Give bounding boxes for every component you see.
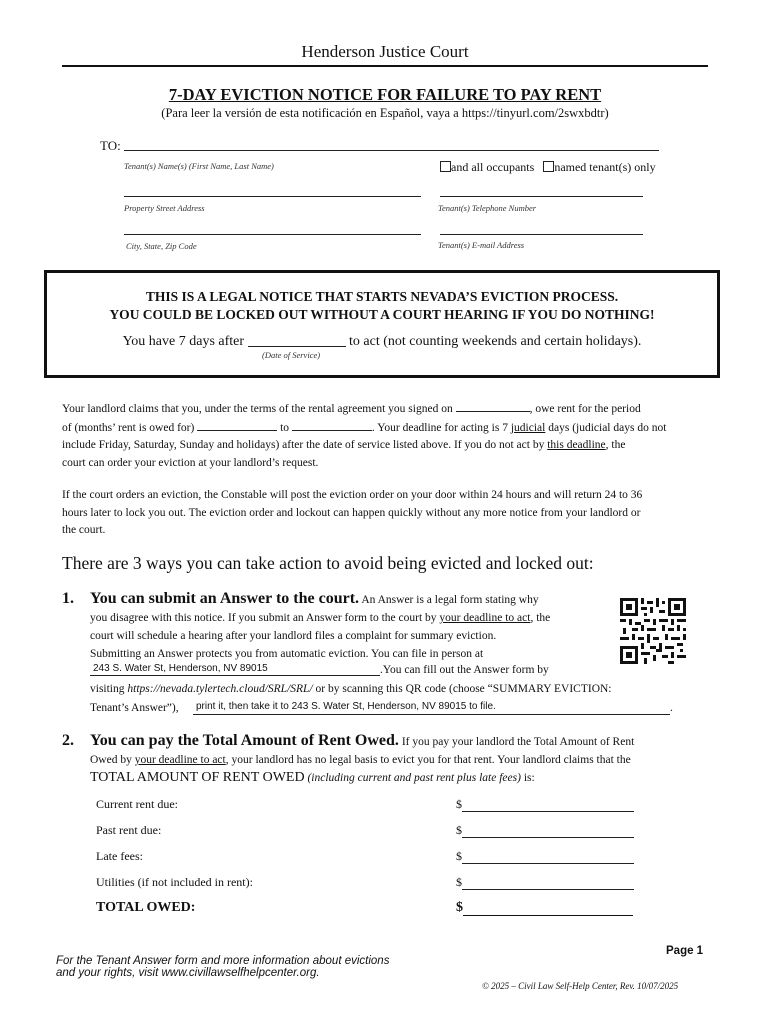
option1-text-2a: you disagree with this notice. If you submit an Answer form to the court by bbox=[90, 612, 437, 624]
para1-text-e: . Your deadline for acting is 7 bbox=[371, 421, 508, 434]
para1-text-h: , the bbox=[605, 439, 626, 451]
dollar-sign: $ bbox=[456, 797, 462, 811]
para1-text-d: to bbox=[280, 421, 290, 434]
option1-text-6b: or by scanning this QR code (choose “SUMMARY EVICTION: bbox=[315, 683, 612, 695]
para1-text-c: of (months’ rent is owed for) bbox=[62, 421, 195, 434]
option2-total-amount-heading: TOTAL AMOUNT OF RENT OWED bbox=[90, 770, 305, 785]
option1-text-5: .You can fill out the Answer form by bbox=[380, 664, 549, 676]
qr-code[interactable] bbox=[620, 598, 686, 664]
ways-heading: There are 3 ways you can take action to avoid being evicted and locked out: bbox=[62, 553, 594, 573]
property-address-label: Property Street Address bbox=[124, 203, 205, 213]
tenant-names-line[interactable] bbox=[124, 150, 659, 151]
para2-line1: If the court orders an eviction, the Constable will post the eviction order on your door within 24 hours and will return 24 to 36 bbox=[62, 489, 643, 501]
header-rule bbox=[62, 65, 708, 67]
dollar-sign: $ bbox=[456, 875, 462, 889]
footer-line2[interactable]: and your rights, visit www.civillawselfhelpcenter.org. bbox=[56, 967, 320, 979]
para2-line3: the court. bbox=[62, 524, 106, 536]
print-instructions-fill[interactable]: print it, then take it to 243 S. Water St, Henderson, NV 89015 to file. bbox=[196, 701, 496, 712]
notice-subtitle: (Para leer la versión de esta notificación en Español, vaya a https://tinyurl.com/2swxbdtr) bbox=[161, 106, 609, 120]
option1-text-7a: Tenant’s Answer”), bbox=[90, 702, 179, 714]
telephone-label: Tenant(s) Telephone Number bbox=[438, 203, 537, 213]
para1-text-b: , owe rent for the period bbox=[529, 403, 641, 415]
option2-number: 2. bbox=[62, 732, 74, 749]
date-of-service-label: (Date of Service) bbox=[262, 350, 321, 360]
option2-text-3c: is: bbox=[523, 772, 535, 784]
para2-line2: hours later to lock you out. The eviction order and lockout can happen quickly without any more notice from your landlord or bbox=[62, 506, 641, 519]
days-pre-text: You have 7 days after bbox=[122, 334, 245, 349]
email-label: Tenant(s) E-mail Address bbox=[438, 240, 525, 250]
dollar-sign: $ bbox=[456, 900, 463, 915]
date-of-service-field[interactable] bbox=[248, 332, 346, 347]
this-deadline-underlined: this deadline bbox=[547, 439, 606, 451]
utilities-field[interactable] bbox=[456, 875, 634, 890]
telephone-line[interactable] bbox=[440, 196, 643, 197]
option1-text-4: Submitting an Answer protects you from automatic eviction. You can file in person at bbox=[90, 648, 484, 660]
legal-notice-line2: YOU COULD BE LOCKED OUT WITHOUT A COURT HEARING IF YOU DO NOTHING! bbox=[109, 307, 655, 322]
copyright: © 2025 – Civil Law Self-Help Center, Rev. 10/07/2025 bbox=[482, 981, 679, 991]
option2-block bbox=[90, 732, 710, 787]
legal-notice-box bbox=[44, 270, 720, 378]
print-instructions-line[interactable] bbox=[193, 714, 670, 715]
legal-notice-line1: THIS IS A LEGAL NOTICE THAT STARTS NEVADA’S EVICTION PROCESS. bbox=[145, 289, 619, 304]
days-post-text: to act (not counting weekends and certain holidays). bbox=[349, 334, 642, 349]
past-rent-field[interactable] bbox=[456, 823, 634, 838]
notice-title: 7-DAY EVICTION NOTICE FOR FAILURE TO PAY RENT bbox=[168, 85, 602, 104]
rent-claim-paragraph bbox=[62, 400, 712, 472]
to-label: TO: bbox=[100, 138, 121, 153]
option1-deadline-underlined: your deadline to act bbox=[439, 612, 531, 624]
option1-text-2b: , the bbox=[530, 612, 551, 624]
file-address-line[interactable] bbox=[90, 675, 380, 676]
para1-text-g: include Friday, Saturday, Sunday and holidays) after the date of service listed above. If you do not act by bbox=[62, 439, 545, 451]
option1-text-3: court will schedule a hearing after your landlord files a complaint for summary eviction. bbox=[90, 630, 497, 642]
named-tenants-checkbox[interactable] bbox=[543, 161, 554, 172]
city-line[interactable] bbox=[124, 234, 421, 235]
option2-text-1: If you pay your landlord the Total Amount of Rent bbox=[401, 736, 635, 748]
total-owed-label: TOTAL OWED: bbox=[96, 900, 196, 915]
named-tenants-label: named tenant(s) only bbox=[554, 160, 656, 174]
all-occupants-label: and all occupants bbox=[451, 160, 535, 174]
days-line bbox=[47, 332, 717, 350]
past-rent-label: Past rent due: bbox=[96, 823, 162, 837]
file-address-fill[interactable]: 243 S. Water St, Henderson, NV 89015 bbox=[93, 663, 268, 674]
late-fees-label: Late fees: bbox=[96, 849, 143, 863]
para1-text-i: court can order your eviction at your landlord’s request. bbox=[62, 456, 319, 469]
occupants-options bbox=[440, 160, 656, 175]
property-address-line[interactable] bbox=[124, 196, 421, 197]
answer-form-url[interactable]: https://nevada.tylertech.cloud/SRL/SRL/ bbox=[127, 683, 313, 695]
page-number: Page 1 bbox=[666, 945, 704, 957]
dollar-sign: $ bbox=[456, 849, 462, 863]
current-rent-field[interactable] bbox=[456, 797, 634, 812]
option1-text-6a: visiting bbox=[90, 683, 125, 695]
current-rent-label: Current rent due: bbox=[96, 797, 178, 811]
option2-text-2a: Owed by bbox=[90, 754, 132, 766]
utilities-label: Utilities (if not included in rent): bbox=[96, 875, 253, 889]
para1-text-f: days (judicial days do not bbox=[548, 421, 667, 434]
constable-paragraph bbox=[62, 487, 722, 540]
agreement-date-field[interactable] bbox=[456, 400, 530, 412]
late-fees-field[interactable] bbox=[456, 849, 634, 864]
tenant-names-label: Tenant(s) Name(s) (First Name, Last Name) bbox=[124, 161, 274, 171]
judicial-underlined: judicial bbox=[510, 421, 546, 434]
option2-deadline-underlined: your deadline to act bbox=[134, 754, 226, 766]
court-name: Henderson Justice Court bbox=[301, 42, 469, 61]
total-owed-field[interactable] bbox=[456, 900, 633, 916]
footer-info bbox=[56, 955, 389, 979]
option2-text-3b: (including current and past rent plus late fees) bbox=[307, 772, 521, 784]
option1-number: 1. bbox=[62, 590, 74, 607]
option2-text-2b: , your landlord has no legal basis to evict you for that rent. Your landlord claims that the bbox=[225, 754, 631, 766]
option1-text-1: An Answer is a legal form stating why bbox=[361, 594, 539, 606]
option2-heading: You can pay the Total Amount of Rent Owed. bbox=[90, 732, 399, 749]
option1-text-7b: . bbox=[670, 702, 673, 714]
all-occupants-checkbox[interactable] bbox=[440, 161, 451, 172]
period-end-field[interactable] bbox=[292, 419, 372, 431]
dollar-sign: $ bbox=[456, 823, 462, 837]
city-label: City, State, Zip Code bbox=[126, 241, 197, 251]
option1-block bbox=[90, 590, 610, 663]
para1-text-a: Your landlord claims that you, under the terms of the rental agreement you signed on bbox=[62, 403, 453, 415]
option1-heading: You can submit an Answer to the court. bbox=[90, 590, 360, 607]
option1-visit-line bbox=[90, 683, 612, 695]
footer-line1: For the Tenant Answer form and more information about evictions bbox=[56, 955, 390, 967]
email-line[interactable] bbox=[440, 234, 643, 235]
period-start-field[interactable] bbox=[197, 419, 277, 431]
